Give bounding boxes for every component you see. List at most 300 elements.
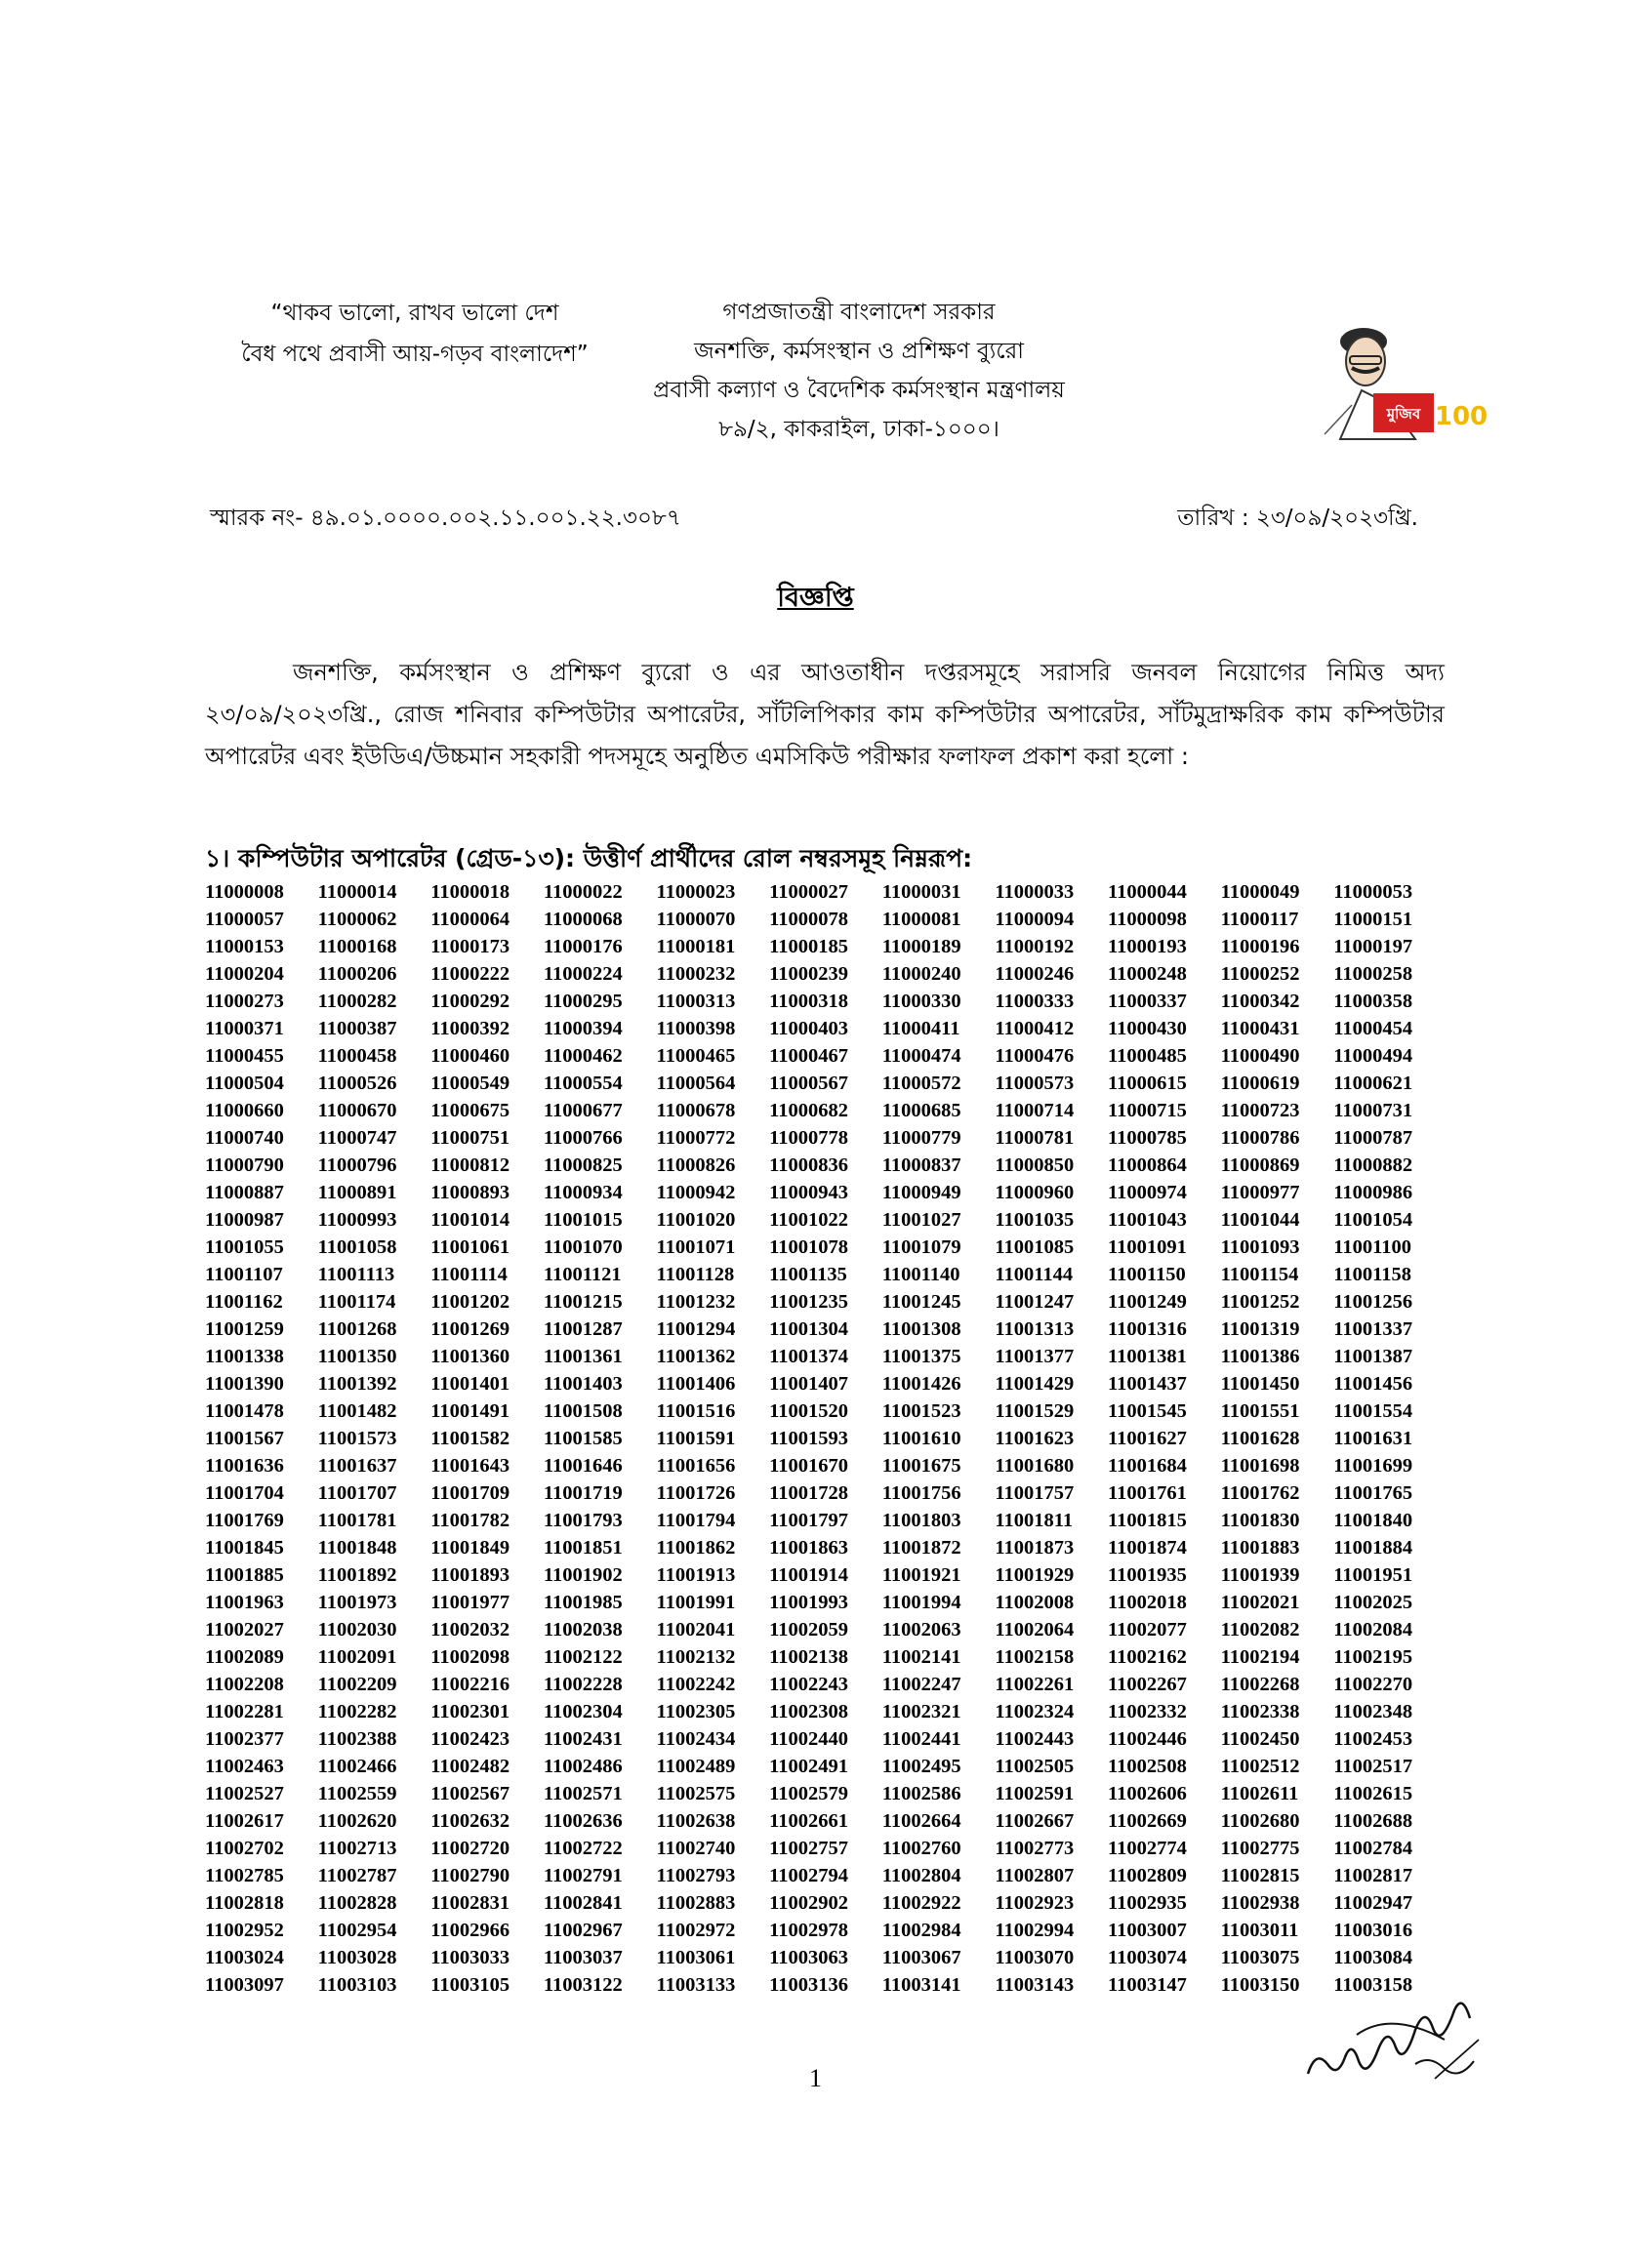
roll-number-cell: 11002571 <box>543 1783 623 1804</box>
roll-number-cell: 11002702 <box>205 1838 284 1859</box>
roll-number-cell: 11002450 <box>1220 1728 1300 1750</box>
roll-number-cell: 11002984 <box>881 1920 961 1941</box>
roll-number-cell: 11000747 <box>317 1127 397 1149</box>
roll-number-cell: 11001863 <box>769 1537 848 1559</box>
roll-number-cell: 11000682 <box>769 1100 848 1121</box>
roll-number-cell: 11000192 <box>995 936 1075 957</box>
table-row <box>205 1397 1447 1425</box>
roll-number-cell: 11001707 <box>317 1482 397 1504</box>
roll-number-cell: 11002091 <box>317 1646 397 1668</box>
table-row <box>205 1152 1447 1179</box>
roll-number-cell: 11002041 <box>656 1619 736 1640</box>
roll-number-cell: 11001482 <box>317 1400 397 1422</box>
roll-number-cell: 11000993 <box>317 1209 397 1231</box>
roll-number-cell: 11002527 <box>205 1783 284 1804</box>
roll-number-cell: 11001794 <box>656 1510 736 1531</box>
roll-number-cell: 11002423 <box>430 1728 510 1750</box>
slogan-line-2: বৈধ পথে প্রবাসী আয়-গড়ব বাংলাদেশ” <box>241 342 589 367</box>
roll-number-cell: 11000333 <box>995 991 1075 1012</box>
roll-number-cell: 11001902 <box>543 1564 623 1586</box>
roll-number-cell: 11002828 <box>317 1892 397 1914</box>
roll-number-cell: 11001757 <box>995 1482 1075 1504</box>
roll-number-cell: 11002815 <box>1220 1865 1300 1886</box>
roll-number-cell: 11000252 <box>1220 963 1300 985</box>
roll-number-cell: 11001803 <box>881 1510 961 1531</box>
roll-number-cell: 11003103 <box>317 1974 397 1996</box>
roll-number-cell: 11002431 <box>543 1728 623 1750</box>
roll-number-cell: 11000476 <box>995 1045 1075 1067</box>
roll-number-cell: 11003063 <box>769 1947 848 1968</box>
roll-number-cell: 11002486 <box>543 1756 623 1777</box>
mujib-100-logo-icon <box>1323 307 1498 444</box>
roll-number-cell: 11001478 <box>205 1400 284 1422</box>
roll-number-cell: 11001935 <box>1108 1564 1187 1586</box>
roll-number-cell: 11003024 <box>205 1947 284 1968</box>
roll-number-cell: 11001554 <box>1333 1400 1413 1422</box>
roll-number-cell: 11001529 <box>995 1400 1075 1422</box>
roll-number-cell: 11001256 <box>1333 1291 1413 1313</box>
roll-number-cell: 11002785 <box>205 1865 284 1886</box>
roll-number-cell: 11001656 <box>656 1455 736 1477</box>
roll-number-cell: 11000974 <box>1108 1182 1187 1203</box>
roll-number-cell: 11000467 <box>769 1045 848 1067</box>
roll-number-cell: 11000078 <box>769 909 848 930</box>
roll-number-cell: 11000731 <box>1333 1100 1413 1121</box>
roll-number-cell: 11003105 <box>430 1974 510 1996</box>
slogan-line-1: “থাকব ভালো, রাখব ভালো দেশ <box>270 301 559 326</box>
roll-number-cell: 11001874 <box>1108 1537 1187 1559</box>
roll-number-cell: 11002966 <box>430 1920 510 1941</box>
roll-number-cell: 11001929 <box>995 1564 1075 1586</box>
roll-number-cell: 11003097 <box>205 1974 284 1996</box>
roll-number-cell: 11001815 <box>1108 1510 1187 1531</box>
roll-number-cell: 11001319 <box>1220 1318 1300 1340</box>
roll-number-cell: 11000772 <box>656 1127 736 1149</box>
roll-number-cell: 11002505 <box>995 1756 1075 1777</box>
roll-number-cell: 11002308 <box>769 1701 848 1722</box>
roll-number-cell: 11002664 <box>881 1810 961 1832</box>
roll-number-cell: 11003136 <box>769 1974 848 1996</box>
roll-number-cell: 11002784 <box>1333 1838 1413 1859</box>
roll-number-cell: 11002038 <box>543 1619 623 1640</box>
roll-number-cell: 11000554 <box>543 1073 623 1094</box>
roll-number-cell: 11001100 <box>1333 1236 1411 1258</box>
roll-number-cell: 11001361 <box>543 1346 623 1367</box>
emblem-text: মুজিব <box>1386 405 1421 423</box>
roll-number-cell: 11002972 <box>656 1920 736 1941</box>
roll-number-cell: 11000790 <box>205 1154 284 1176</box>
roll-number-cell: 11002923 <box>995 1892 1075 1914</box>
table-row <box>205 1807 1447 1835</box>
roll-number-cell: 11002967 <box>543 1920 623 1941</box>
roll-number-cell: 11001756 <box>881 1482 961 1504</box>
table-row <box>205 1862 1447 1889</box>
roll-number-cell: 11001726 <box>656 1482 736 1504</box>
roll-number-cell: 11001429 <box>995 1373 1075 1395</box>
roll-number-cell: 11002388 <box>317 1728 397 1750</box>
table-row <box>205 1725 1447 1753</box>
roll-number-cell: 11002132 <box>656 1646 736 1668</box>
roll-number-cell: 11001316 <box>1108 1318 1187 1340</box>
org-line-1: গণপ্রজাতন্ত্রী বাংলাদেশ সরকার <box>722 300 996 325</box>
roll-number-cell: 11000621 <box>1333 1073 1413 1094</box>
roll-number-cell: 11000573 <box>995 1073 1075 1094</box>
roll-number-cell: 11002446 <box>1108 1728 1187 1750</box>
roll-number-cell: 11000685 <box>881 1100 961 1121</box>
roll-number-cell: 11000891 <box>317 1182 397 1203</box>
roll-number-cell: 11001215 <box>543 1291 623 1313</box>
roll-number-cell: 11002713 <box>317 1838 397 1859</box>
roll-number-cell: 11000465 <box>656 1045 736 1067</box>
roll-number-cell: 11001873 <box>995 1537 1075 1559</box>
roll-number-cell: 11000549 <box>430 1073 510 1094</box>
roll-number-cell: 11000181 <box>656 936 736 957</box>
roll-number-cell: 11001055 <box>205 1236 284 1258</box>
roll-number-cell: 11000977 <box>1220 1182 1300 1203</box>
roll-number-cell: 11000064 <box>430 909 510 930</box>
roll-number-cell: 11000987 <box>205 1209 284 1231</box>
roll-number-cell: 11002332 <box>1108 1701 1187 1722</box>
roll-number-cell: 11003133 <box>656 1974 736 1996</box>
roll-number-cell: 11003158 <box>1333 1974 1413 1996</box>
roll-number-cell: 11000740 <box>205 1127 284 1149</box>
roll-number-cell: 11001085 <box>995 1236 1075 1258</box>
roll-number-cell: 11000504 <box>205 1073 284 1094</box>
roll-number-cell: 11000778 <box>769 1127 848 1149</box>
roll-number-cell: 11002282 <box>317 1701 397 1722</box>
roll-number-cell: 11000660 <box>205 1100 284 1121</box>
roll-number-cell: 11001154 <box>1220 1264 1299 1285</box>
slogan-block <box>210 293 620 375</box>
roll-number-cell: 11000273 <box>205 991 284 1012</box>
roll-number-cell: 11001761 <box>1108 1482 1187 1504</box>
roll-number-cell: 11001406 <box>656 1373 736 1395</box>
roll-number-cell: 11000151 <box>1333 909 1413 930</box>
roll-number-cell: 11002491 <box>769 1756 848 1777</box>
roll-number-cell: 11000882 <box>1333 1154 1413 1176</box>
roll-number-cell: 11002141 <box>881 1646 961 1668</box>
roll-number-cell: 11002831 <box>430 1892 510 1914</box>
roll-number-cell: 11001035 <box>995 1209 1075 1231</box>
roll-number-cell: 11000292 <box>430 991 510 1012</box>
roll-number-cell: 11000796 <box>317 1154 397 1176</box>
org-line-2: জনশক্তি, কর্মসংস্থান ও প্রশিক্ষণ ব্যুরো <box>694 339 1024 364</box>
roll-number-cell: 11001508 <box>543 1400 623 1422</box>
roll-number-cell: 11002632 <box>430 1810 510 1832</box>
roll-number-cell: 11002620 <box>317 1810 397 1832</box>
roll-number-cell: 11001491 <box>430 1400 510 1422</box>
roll-number-cell: 11002804 <box>881 1865 961 1886</box>
roll-number-cell: 11003037 <box>543 1947 623 1968</box>
table-row <box>205 1643 1447 1671</box>
roll-number-cell: 11001684 <box>1108 1455 1187 1477</box>
roll-number-cell: 11001377 <box>995 1346 1075 1367</box>
table-row <box>205 1261 1447 1288</box>
roll-number-cell: 11002377 <box>205 1728 284 1750</box>
roll-number-cell: 11002209 <box>317 1674 397 1695</box>
roll-number-cell: 11001851 <box>543 1537 623 1559</box>
table-row <box>205 1616 1447 1643</box>
roll-number-cell: 11002791 <box>543 1865 623 1886</box>
roll-number-cell: 11002089 <box>205 1646 284 1668</box>
roll-number-cell: 11002722 <box>543 1838 623 1859</box>
roll-number-cell: 11001308 <box>881 1318 961 1340</box>
roll-number-cell: 11002591 <box>995 1783 1075 1804</box>
roll-number-cell: 11000455 <box>205 1045 284 1067</box>
roll-number-cell: 11000206 <box>317 963 397 985</box>
roll-number-cell: 11000197 <box>1333 936 1413 957</box>
roll-number-cell: 11001913 <box>656 1564 736 1586</box>
roll-number-cell: 11001015 <box>543 1209 623 1231</box>
roll-number-cell: 11001627 <box>1108 1428 1187 1449</box>
roll-number-cell: 11000462 <box>543 1045 623 1067</box>
roll-number-cell: 11002794 <box>769 1865 848 1886</box>
roll-number-cell: 11002348 <box>1333 1701 1413 1722</box>
roll-number-cell: 11002077 <box>1108 1619 1187 1640</box>
roll-number-cell: 11001392 <box>317 1373 397 1395</box>
roll-number-cell: 11002606 <box>1108 1783 1187 1804</box>
roll-number-cell: 11002443 <box>995 1728 1075 1750</box>
roll-number-cell: 11001698 <box>1220 1455 1300 1477</box>
roll-number-cell: 11002575 <box>656 1783 736 1804</box>
roll-number-cell: 11001350 <box>317 1346 397 1367</box>
roll-number-cell: 11001699 <box>1333 1455 1413 1477</box>
roll-number-cell: 11001991 <box>656 1592 736 1613</box>
org-line-4: ৮৯/২, কাকরাইল, ঢাকা-১০০০। <box>718 417 999 442</box>
roll-number-cell: 11000033 <box>995 881 1075 903</box>
roll-number-cell: 11000196 <box>1220 936 1300 957</box>
roll-number-cell: 11000094 <box>995 909 1075 930</box>
roll-number-cell: 11000826 <box>656 1154 736 1176</box>
roll-number-cell: 11001769 <box>205 1510 284 1531</box>
table-row <box>205 1671 1447 1698</box>
roll-number-cell: 11000358 <box>1333 991 1413 1012</box>
roll-number-cell: 11000485 <box>1108 1045 1187 1067</box>
roll-number-cell: 11000430 <box>1108 1018 1187 1039</box>
roll-number-cell: 11003084 <box>1333 1947 1413 1968</box>
roll-number-cell: 11000027 <box>769 881 848 903</box>
table-row <box>205 1015 1447 1042</box>
roll-number-cell: 11001027 <box>881 1209 961 1231</box>
roll-number-cell: 11001450 <box>1220 1373 1300 1395</box>
table-row <box>205 1452 1447 1479</box>
reference-number: স্মারক নং- ৪৯.০১.০০০০.০০২.১১.০০১.২২.৩০৮৭ <box>210 506 681 531</box>
roll-number-cell: 11003061 <box>656 1947 736 1968</box>
roll-number-cell: 11000812 <box>430 1154 510 1176</box>
roll-number-cell: 11002720 <box>430 1838 510 1859</box>
roll-number-cell: 11002025 <box>1333 1592 1413 1613</box>
roll-number-cell: 11000494 <box>1333 1045 1413 1067</box>
roll-number-cell: 11002434 <box>656 1728 736 1750</box>
table-row <box>205 1780 1447 1807</box>
roll-number-cell: 11001628 <box>1220 1428 1300 1449</box>
roll-number-cell: 11001121 <box>543 1264 622 1285</box>
roll-number-table <box>205 878 1447 1999</box>
roll-number-cell: 11001403 <box>543 1373 623 1395</box>
roll-number-cell: 11000949 <box>881 1182 961 1203</box>
roll-number-cell: 11000779 <box>881 1127 961 1149</box>
roll-number-cell: 11002082 <box>1220 1619 1300 1640</box>
roll-number-cell: 11000232 <box>656 963 736 985</box>
roll-number-cell: 11001646 <box>543 1455 623 1477</box>
roll-number-cell: 11003141 <box>881 1974 961 1996</box>
roll-number-cell: 11001360 <box>430 1346 510 1367</box>
roll-number-cell: 11000022 <box>543 881 623 903</box>
table-row <box>205 1042 1447 1070</box>
roll-number-cell: 11001020 <box>656 1209 736 1231</box>
roll-number-cell: 11002489 <box>656 1756 736 1777</box>
roll-number-cell: 11002247 <box>881 1674 961 1695</box>
roll-number-cell: 11000836 <box>769 1154 848 1176</box>
roll-number-cell: 11001114 <box>430 1264 508 1285</box>
roll-number-cell: 11000313 <box>656 991 736 1012</box>
roll-number-cell: 11000934 <box>543 1182 623 1203</box>
roll-number-cell: 11001043 <box>1108 1209 1187 1231</box>
roll-number-cell: 11003028 <box>317 1947 397 1968</box>
roll-number-cell: 11001840 <box>1333 1510 1413 1531</box>
roll-number-cell: 11000678 <box>656 1100 736 1121</box>
roll-number-cell: 11000117 <box>1220 909 1299 930</box>
roll-number-cell: 11001765 <box>1333 1482 1413 1504</box>
table-row <box>205 1753 1447 1780</box>
roll-number-cell: 11000412 <box>995 1018 1075 1039</box>
roll-number-cell: 11000057 <box>205 909 284 930</box>
roll-number-cell: 11001401 <box>430 1373 510 1395</box>
roll-number-cell: 11001610 <box>881 1428 961 1449</box>
roll-number-cell: 11001247 <box>995 1291 1075 1313</box>
roll-number-cell: 11001762 <box>1220 1482 1300 1504</box>
roll-number-cell: 11001071 <box>656 1236 736 1258</box>
roll-number-cell: 11001951 <box>1333 1564 1413 1586</box>
roll-number-cell: 11002466 <box>317 1756 397 1777</box>
table-row <box>205 1944 1447 1971</box>
roll-number-cell: 11000766 <box>543 1127 623 1149</box>
roll-number-cell: 11001973 <box>317 1592 397 1613</box>
roll-number-cell: 11001150 <box>1108 1264 1186 1285</box>
roll-number-cell: 11001892 <box>317 1564 397 1586</box>
table-row <box>205 1534 1447 1561</box>
roll-number-cell: 11002817 <box>1333 1865 1413 1886</box>
roll-number-cell: 11000411 <box>881 1018 960 1039</box>
section-heading: ১। কম্পিউটার অপারেটর (গ্রেড-১৩): উত্তীর্ণ প্রার্থীদের রোল নম্বরসমূহ নিম্নরূপ: <box>205 844 973 872</box>
roll-number-cell: 11002517 <box>1333 1756 1413 1777</box>
roll-number-cell: 11002841 <box>543 1892 623 1914</box>
roll-number-cell: 11001793 <box>543 1510 623 1531</box>
roll-number-cell: 11000031 <box>881 881 961 903</box>
roll-number-cell: 11000081 <box>881 909 961 930</box>
roll-number-cell: 11001235 <box>769 1291 848 1313</box>
roll-number-cell: 11000189 <box>881 936 961 957</box>
roll-number-cell: 11000330 <box>881 991 961 1012</box>
roll-number-cell: 11000044 <box>1108 881 1187 903</box>
roll-number-cell: 11000062 <box>317 909 397 930</box>
roll-number-cell: 11003007 <box>1108 1920 1187 1941</box>
roll-number-cell: 11001862 <box>656 1537 736 1559</box>
organization-block <box>615 293 1103 449</box>
roll-number-cell: 11002018 <box>1108 1592 1187 1613</box>
roll-number-cell: 11000246 <box>995 963 1075 985</box>
roll-number-cell: 11000943 <box>769 1182 848 1203</box>
roll-number-cell: 11002954 <box>317 1920 397 1941</box>
roll-number-cell: 11001158 <box>1333 1264 1411 1285</box>
roll-number-cell: 11001582 <box>430 1428 510 1449</box>
roll-number-cell: 11002324 <box>995 1701 1075 1722</box>
roll-number-cell: 11000224 <box>543 963 623 985</box>
roll-number-cell: 11001202 <box>430 1291 510 1313</box>
roll-number-cell: 11001054 <box>1333 1209 1413 1231</box>
roll-number-cell: 11000068 <box>543 909 623 930</box>
roll-number-cell: 11003033 <box>430 1947 510 1968</box>
roll-number-cell: 11001573 <box>317 1428 397 1449</box>
roll-number-cell: 11000387 <box>317 1018 397 1039</box>
roll-number-cell: 11001593 <box>769 1428 848 1449</box>
roll-number-cell: 11000153 <box>205 936 284 957</box>
roll-number-cell: 11002775 <box>1220 1838 1300 1859</box>
roll-number-cell: 11002680 <box>1220 1810 1300 1832</box>
roll-number-cell: 11001113 <box>317 1264 395 1285</box>
roll-number-cell: 11001643 <box>430 1455 510 1477</box>
roll-number-cell: 11000850 <box>995 1154 1075 1176</box>
roll-number-cell: 11001985 <box>543 1592 623 1613</box>
roll-number-cell: 11001520 <box>769 1400 848 1422</box>
roll-number-cell: 11000458 <box>317 1045 397 1067</box>
roll-number-cell: 11000960 <box>995 1182 1075 1203</box>
roll-number-cell: 11002807 <box>995 1865 1075 1886</box>
roll-number-cell: 11001313 <box>995 1318 1075 1340</box>
roll-number-cell: 11000893 <box>430 1182 510 1203</box>
roll-number-cell: 11001249 <box>1108 1291 1187 1313</box>
roll-number-cell: 11002162 <box>1108 1646 1187 1668</box>
roll-number-cell: 11003150 <box>1220 1974 1300 1996</box>
roll-number-cell: 11002268 <box>1220 1674 1300 1695</box>
roll-number-cell: 11001022 <box>769 1209 848 1231</box>
roll-number-cell: 11003075 <box>1220 1947 1300 1968</box>
roll-number-cell: 11001375 <box>881 1346 961 1367</box>
roll-number-cell: 11002567 <box>430 1783 510 1804</box>
roll-number-cell: 11002242 <box>656 1674 736 1695</box>
roll-number-cell: 11000786 <box>1220 1127 1300 1149</box>
roll-number-cell: 11001294 <box>656 1318 736 1340</box>
roll-number-cell: 11002638 <box>656 1810 736 1832</box>
roll-number-cell: 11001232 <box>656 1291 736 1313</box>
roll-number-cell: 11002021 <box>1220 1592 1300 1613</box>
roll-number-cell: 11002281 <box>205 1701 284 1722</box>
roll-number-cell: 11001162 <box>205 1291 283 1313</box>
roll-number-cell: 11001994 <box>881 1592 961 1613</box>
roll-number-cell: 11002482 <box>430 1756 510 1777</box>
roll-number-cell: 11002938 <box>1220 1892 1300 1914</box>
roll-number-cell: 11001437 <box>1108 1373 1187 1395</box>
roll-number-cell: 11000173 <box>430 936 510 957</box>
roll-number-cell: 11002063 <box>881 1619 961 1640</box>
roll-number-cell: 11000239 <box>769 963 848 985</box>
roll-number-cell: 11002661 <box>769 1810 848 1832</box>
roll-number-cell: 11002740 <box>656 1838 736 1859</box>
table-row <box>205 1124 1447 1152</box>
roll-number-cell: 11002611 <box>1220 1783 1299 1804</box>
roll-number-cell: 11001014 <box>430 1209 510 1231</box>
roll-number-cell: 11001362 <box>656 1346 736 1367</box>
roll-number-cell: 11000295 <box>543 991 623 1012</box>
roll-number-cell: 11001848 <box>317 1537 397 1559</box>
roll-number-cell: 11001675 <box>881 1455 961 1477</box>
roll-number-cell: 11000098 <box>1108 909 1187 930</box>
roll-number-cell: 11002304 <box>543 1701 623 1722</box>
notice-title <box>0 578 1631 622</box>
roll-number-cell: 11000474 <box>881 1045 961 1067</box>
roll-number-cell: 11001921 <box>881 1564 961 1586</box>
roll-number-cell: 11000023 <box>656 881 736 903</box>
